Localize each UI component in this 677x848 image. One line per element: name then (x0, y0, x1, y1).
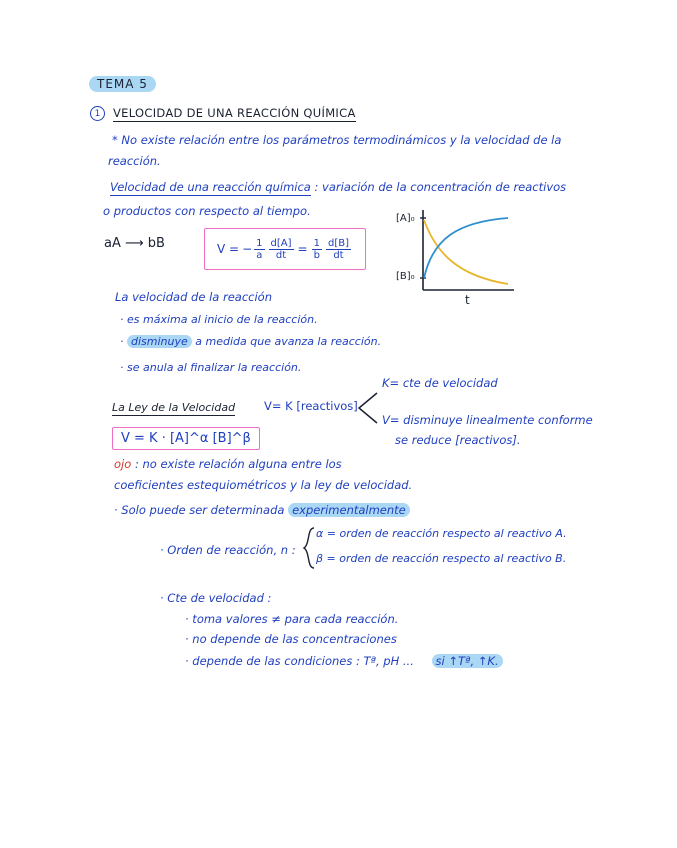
ley-case-bottom-2: se reduce [reactivos]. (395, 433, 521, 447)
section-title: VELOCIDAD DE UNA REACCIÓN QUÍMICA (113, 106, 356, 120)
ley-case-bottom-1: V= disminuye linealmente conforme (382, 413, 593, 427)
rate-coef-1-den: a (256, 249, 263, 261)
solo-highlight: experimentalmente (288, 503, 410, 517)
reaction-arrow: ⟶ (125, 236, 144, 251)
cte-item-3-text: · depende de las condiciones : Tª, pH ... (185, 654, 414, 668)
velocity-title: La velocidad de la reacción (115, 290, 272, 304)
reaction-rhs: bB (147, 236, 165, 251)
rate-coef-1-num: 1 (256, 237, 263, 249)
definition-line-2: o productos con respecto al tiempo. (103, 204, 311, 218)
reaction-lhs: aA (104, 236, 121, 251)
ley-equation: V= K [reactivos] (264, 399, 358, 413)
ley-case-top: K= cte de velocidad (382, 376, 498, 390)
cte-label: · Cte de velocidad : (160, 591, 272, 605)
definition-colon: : (314, 180, 319, 194)
solo-text: · Solo puede ser determinada (114, 503, 285, 517)
cte-highlight: si ↑Tª, ↑K. (432, 654, 503, 668)
ojo-label: ojo (114, 457, 132, 471)
graph-label-a0: [A]₀ (396, 213, 415, 224)
cte-item-3 (185, 654, 503, 668)
cte-item-1: · toma valores ≠ para cada reacción. (185, 612, 399, 626)
cte-item-2: · no depende de las concentraciones (185, 632, 397, 646)
orden-brace (302, 526, 316, 570)
graph-curve-b (424, 218, 508, 278)
rate-deriv-2-den: dt (333, 249, 344, 261)
orden-alpha: α = orden de reacción respecto al reactivo A. (316, 527, 567, 540)
section-number-circle: 1 (90, 106, 105, 121)
graph-xlabel: t (465, 293, 470, 307)
reaction (104, 236, 165, 251)
rate-eq-sign: = (297, 242, 308, 256)
ojo-text-1: : no existe relación alguna entre los (134, 457, 342, 471)
ojo-line-1 (114, 457, 342, 471)
rate-deriv-2-num: d[B] (327, 237, 349, 249)
rate-minus: − (242, 242, 253, 256)
rate-deriv-1-num: d[A] (270, 237, 292, 249)
ley-formula-box: V = K · [A]^α [B]^β (112, 427, 260, 450)
velocity-item-2-highlight: disminuye (127, 335, 192, 348)
rate-coef-1 (254, 238, 264, 261)
velocity-item-1: · es máxima al inicio de la reacción. (120, 313, 318, 326)
tema-label: TEMA 5 (89, 76, 156, 92)
ley-brace-path (359, 393, 377, 423)
ley-title: La Ley de la Velocidad (112, 401, 236, 414)
rate-coef-2 (312, 238, 322, 261)
ojo-line-2: coeficientes estequiométricos y la ley de velocidad. (114, 478, 413, 492)
ley-brace (355, 390, 379, 426)
rate-coef-2-den: b (313, 249, 320, 261)
graph-curve-a (424, 220, 508, 284)
definition-text-1: variación de la concentración de reactivos (322, 180, 567, 194)
orden-beta: β = orden de reacción respecto al reactivo B. (316, 552, 567, 565)
velocity-item-3: · se anula al finalizar la reacción. (120, 361, 302, 374)
rate-coef-2-num: 1 (313, 237, 320, 249)
concentration-graph (418, 208, 518, 294)
velocity-item-2-text: a medida que avanza la reacción. (195, 335, 382, 348)
velocity-item-2-dot: · (120, 335, 124, 348)
orden-label: · Orden de reacción, n : (160, 543, 296, 557)
note-line-1: * No existe relación entre los parámetros termodinámicos y la velocidad de la (112, 133, 562, 147)
rate-equation-box (204, 228, 366, 270)
definition-term: Velocidad de una reacción química (110, 180, 311, 194)
graph-label-b0: [B]₀ (396, 271, 415, 282)
orden-brace-path (304, 528, 314, 568)
rate-deriv-1-den: dt (275, 249, 287, 261)
definition-line-1 (110, 180, 566, 194)
rate-v: V = (217, 242, 240, 256)
note-line-2: reacción. (108, 154, 161, 168)
solo-line (114, 503, 410, 517)
rate-deriv-2 (326, 238, 351, 261)
velocity-item-2 (120, 335, 381, 348)
rate-deriv-1 (269, 238, 294, 261)
